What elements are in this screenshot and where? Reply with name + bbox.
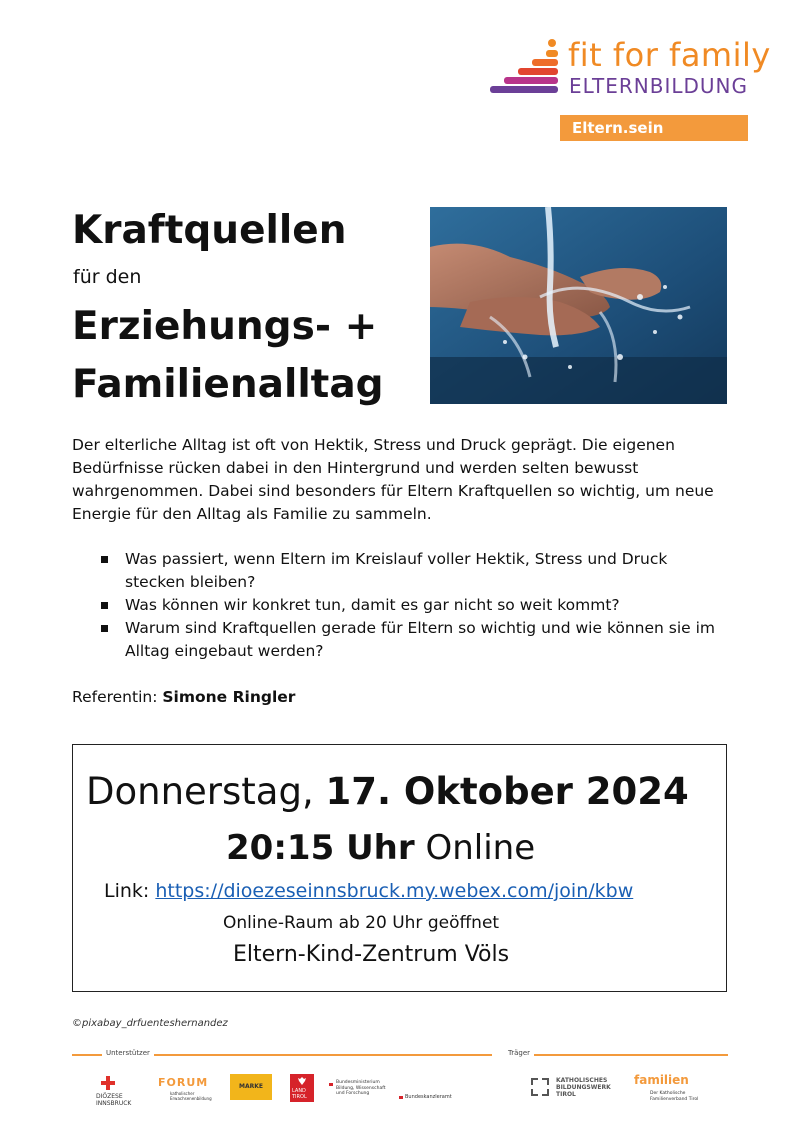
speaker-line: [72, 688, 295, 706]
kbw-logo-text: KATHOLISCHES BILDUNGSWERK TIROL: [556, 1077, 611, 1098]
photo-credit: ©pixabay_drfuenteshernandez: [72, 1018, 228, 1029]
dioezese-cross-icon: [100, 1076, 116, 1090]
supporters-label: Unterstützer: [102, 1049, 154, 1057]
event-date: [86, 770, 689, 813]
carrier-divider: [528, 1054, 728, 1056]
logo-title: fit for family: [568, 36, 771, 74]
marke-logo: [230, 1074, 272, 1100]
marke-logo-text: MARKE: [239, 1083, 263, 1090]
familien-logo-subtext: Der Katholische Familienverband Tirol: [650, 1091, 699, 1102]
dioezese-logo-text: DIÖZESE INNSBRUCK: [96, 1093, 132, 1107]
eltern-sein-badge: Eltern.sein: [560, 115, 748, 141]
event-time: [226, 828, 535, 868]
austria-flag-icon: [329, 1083, 333, 1086]
land-tirol-logo: [290, 1074, 314, 1102]
webex-link[interactable]: https://dioezeseinnsbruck.my.webex.com/join/kbw: [155, 880, 634, 902]
title-subline: für den: [73, 266, 142, 288]
event-mode: Online: [425, 828, 536, 868]
land-tirol-text: LAND TIROL: [292, 1088, 307, 1100]
title-line-3: Familienalltag: [72, 362, 384, 407]
list-item: Was können wir konkret tun, damit es gar nicht so weit kommt?: [100, 594, 730, 617]
kbw-bracket-icon: [530, 1077, 550, 1097]
fit-for-family-logo-bars: [488, 38, 558, 98]
event-venue: Eltern-Kind-Zentrum Völs: [233, 942, 510, 967]
speaker-name: Simone Ringler: [162, 688, 296, 706]
event-date-value: 17. Oktober 2024: [325, 770, 689, 813]
forum-logo-text: FORUM: [158, 1076, 209, 1089]
familien-logo-text: familien: [634, 1073, 689, 1087]
water-hands-photo: [430, 207, 727, 404]
austria-flag-icon: [399, 1096, 403, 1099]
carrier-label: Träger: [504, 1049, 534, 1057]
logo-subtitle: ELTERNBILDUNG: [569, 74, 748, 98]
ministerium-logo-text: Bundesministerium Bildung, Wissenschaft und Forschung: [336, 1080, 386, 1096]
event-room-note: Online-Raum ab 20 Uhr geöffnet: [223, 913, 500, 933]
kanzleramt-logo-text: Bundeskanzleramt: [405, 1094, 452, 1100]
title-line-2: Erziehungs- +: [72, 304, 378, 349]
event-time-value: 20:15 Uhr: [226, 828, 415, 868]
question-list: [100, 548, 730, 663]
speaker-label: Referentin:: [72, 688, 158, 706]
eagle-icon: [297, 1076, 307, 1086]
intro-paragraph: Der elterliche Alltag ist oft von Hektik, Stress und Druck geprägt. Die eigenen Bedürfnisse rücken dabei in den Hintergrund und werden selten bewusst wahrgenommen. Dabei sind besonders für Eltern Kraftquellen so wichtig, um neue Energie für den Alltag als Familie zu sammeln.: [72, 436, 714, 523]
event-weekday: Donnerstag,: [86, 770, 314, 813]
event-link-line: [104, 880, 633, 902]
list-item: Was passiert, wenn Eltern im Kreislauf voller Hektik, Stress und Druck stecken bleiben?: [100, 548, 730, 594]
title-line-1: Kraftquellen: [72, 208, 347, 253]
event-link-label: Link:: [104, 880, 150, 902]
forum-logo-subtext: katholischer Erwachsenenbildung: [170, 1091, 212, 1101]
list-item: Warum sind Kraftquellen gerade für Eltern so wichtig und wie können sie im Alltag eingebaut werden?: [100, 617, 730, 663]
